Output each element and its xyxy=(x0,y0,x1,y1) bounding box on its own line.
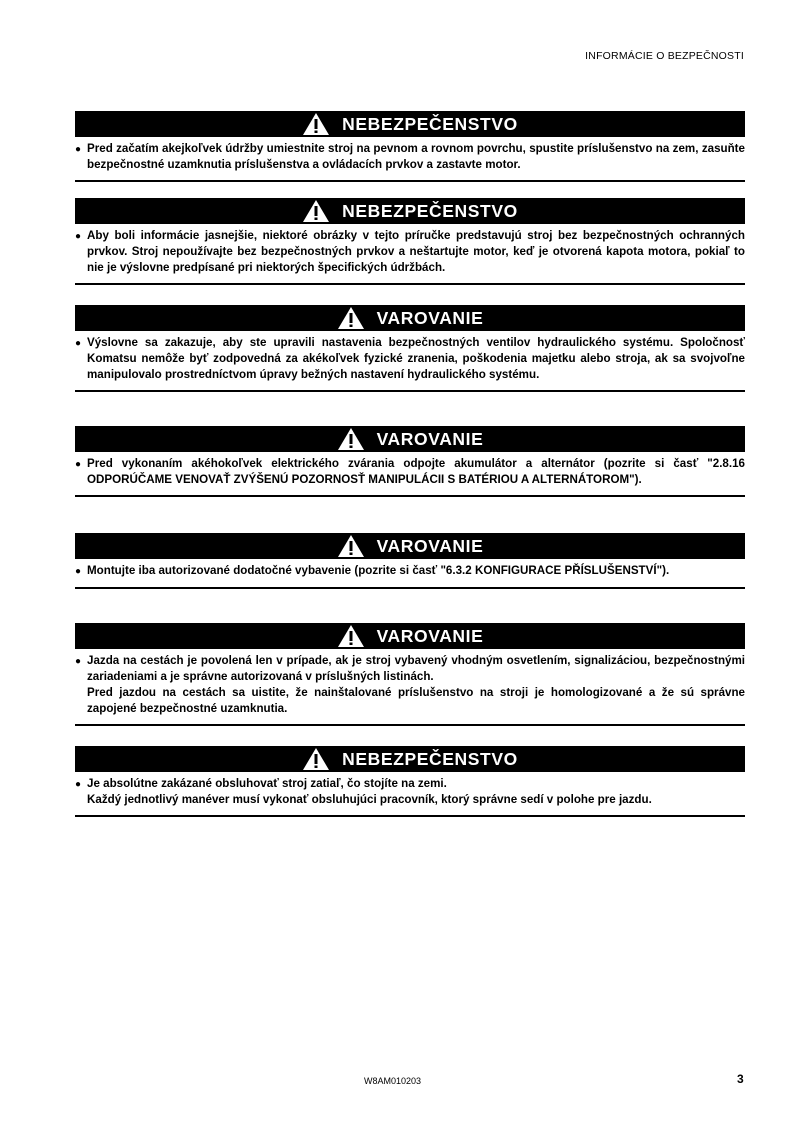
bullet: ● xyxy=(75,144,82,155)
bullet: ● xyxy=(75,566,82,577)
bullet: ● xyxy=(75,656,82,667)
notice-level: NEBEZPEČENSTVO xyxy=(342,200,518,221)
warning-triangle-icon xyxy=(337,306,365,330)
notice-text: Pred jazdou na cestách sa uistite, že nainštalované príslušenstvo na stroji je homologizované a že sú správne zapojené bezpečnostné uzamknutia. xyxy=(87,686,745,715)
danger-notice xyxy=(75,198,745,285)
warning-notice xyxy=(75,533,745,589)
bullet: ● xyxy=(75,338,82,349)
danger-notice xyxy=(75,746,745,817)
bullet: ● xyxy=(75,779,82,790)
notice-banner xyxy=(75,533,745,559)
divider xyxy=(75,724,745,726)
notice-text: Aby boli informácie jasnejšie, niektoré obrázky v tejto príručke predstavujú stroj bez bezpečnostných ochranných prvkov. Stroj nepoužívajte bez bezpečnostných prvkov a neštartujte motor, keď je otvorená kapota motora, pokiaľ to nie je výslovne predpísané pri niektorých špecifických údržbách. xyxy=(87,229,745,274)
notice-text: Každý jednotlivý manéver musí vykonať obsluhujúci pracovník, ktorý správne sedí v polohe pre jazdu. xyxy=(87,793,652,806)
bullet: ● xyxy=(75,459,82,470)
notice-level: VAROVANIE xyxy=(376,535,484,556)
warning-triangle-icon xyxy=(302,112,330,136)
warning-triangle-icon xyxy=(337,427,365,451)
section-header: INFORMÁCIE O BEZPEČNOSTI xyxy=(585,50,744,62)
divider xyxy=(75,815,745,817)
notice-level: VAROVANIE xyxy=(376,428,484,449)
warning-triangle-icon xyxy=(337,624,365,648)
bullet: ● xyxy=(75,231,82,242)
notice-banner xyxy=(75,198,745,224)
notice-text: Pred vykonaním akéhokoľvek elektrického zvárania odpojte akumulátor a alternátor (pozrite si časť "2.8.16 ODPORÚČAME VENOVAŤ ZVÝŠENÚ POZORNOSŤ MANIPULÁCII S BATÉRIOU A ALTERNÁTOROM"). xyxy=(87,457,745,486)
notice-banner xyxy=(75,111,745,137)
warning-notice xyxy=(75,623,745,726)
divider xyxy=(75,180,745,182)
page-number: 3 xyxy=(737,1072,744,1086)
notice-level: NEBEZPEČENSTVO xyxy=(342,113,518,134)
warning-notice xyxy=(75,305,745,392)
notice-text: Výslovne sa zakazuje, aby ste upravili nastavenia bezpečnostných ventilov hydraulického systému. Spoločnosť Komatsu nemôže byť zodpovedná za akékoľvek fyzické zranenia, poškodenia majetku alebo stroja, ak sa svojvoľne manipulovalo prostredníctvom úpravy bežných nastavení hydraulického systému. xyxy=(87,336,745,381)
notice-banner xyxy=(75,746,745,772)
notice-text: Pred začatím akejkoľvek údržby umiestnite stroj na pevnom a rovnom povrchu, spustite príslušenstvo na zem, zasuňte bezpečnostné uzamknutia príslušenstva a ovládacích prvkov a zastavte motor. xyxy=(87,142,745,171)
warning-triangle-icon xyxy=(337,534,365,558)
notice-banner xyxy=(75,305,745,331)
notice-level: VAROVANIE xyxy=(376,307,484,328)
divider xyxy=(75,390,745,392)
notice-level: NEBEZPEČENSTVO xyxy=(342,748,518,769)
notice-text: Je absolútne zakázané obsluhovať stroj zatiaľ, čo stojíte na zemi. xyxy=(87,777,447,790)
divider xyxy=(75,587,745,589)
warning-triangle-icon xyxy=(302,199,330,223)
divider xyxy=(75,495,745,497)
warning-triangle-icon xyxy=(302,747,330,771)
notice-text: Montujte iba autorizované dodatočné vybavenie (pozrite si časť "6.3.2 KONFIGURACE PŘÍSLUŠENSTVÍ"). xyxy=(87,564,670,577)
notice-banner xyxy=(75,426,745,452)
divider xyxy=(75,283,745,285)
document-code: W8AM010203 xyxy=(364,1076,422,1086)
notice-level: VAROVANIE xyxy=(376,625,484,646)
warning-notice xyxy=(75,426,745,497)
notice-banner xyxy=(75,623,745,649)
danger-notice xyxy=(75,111,745,182)
notice-text: Jazda na cestách je povolená len v prípade, ak je stroj vybavený vhodným osvetlením, signalizáciou, bezpečnostnými zariadeniami a je správne autorizovaná v príslušných listinách. xyxy=(87,654,745,683)
